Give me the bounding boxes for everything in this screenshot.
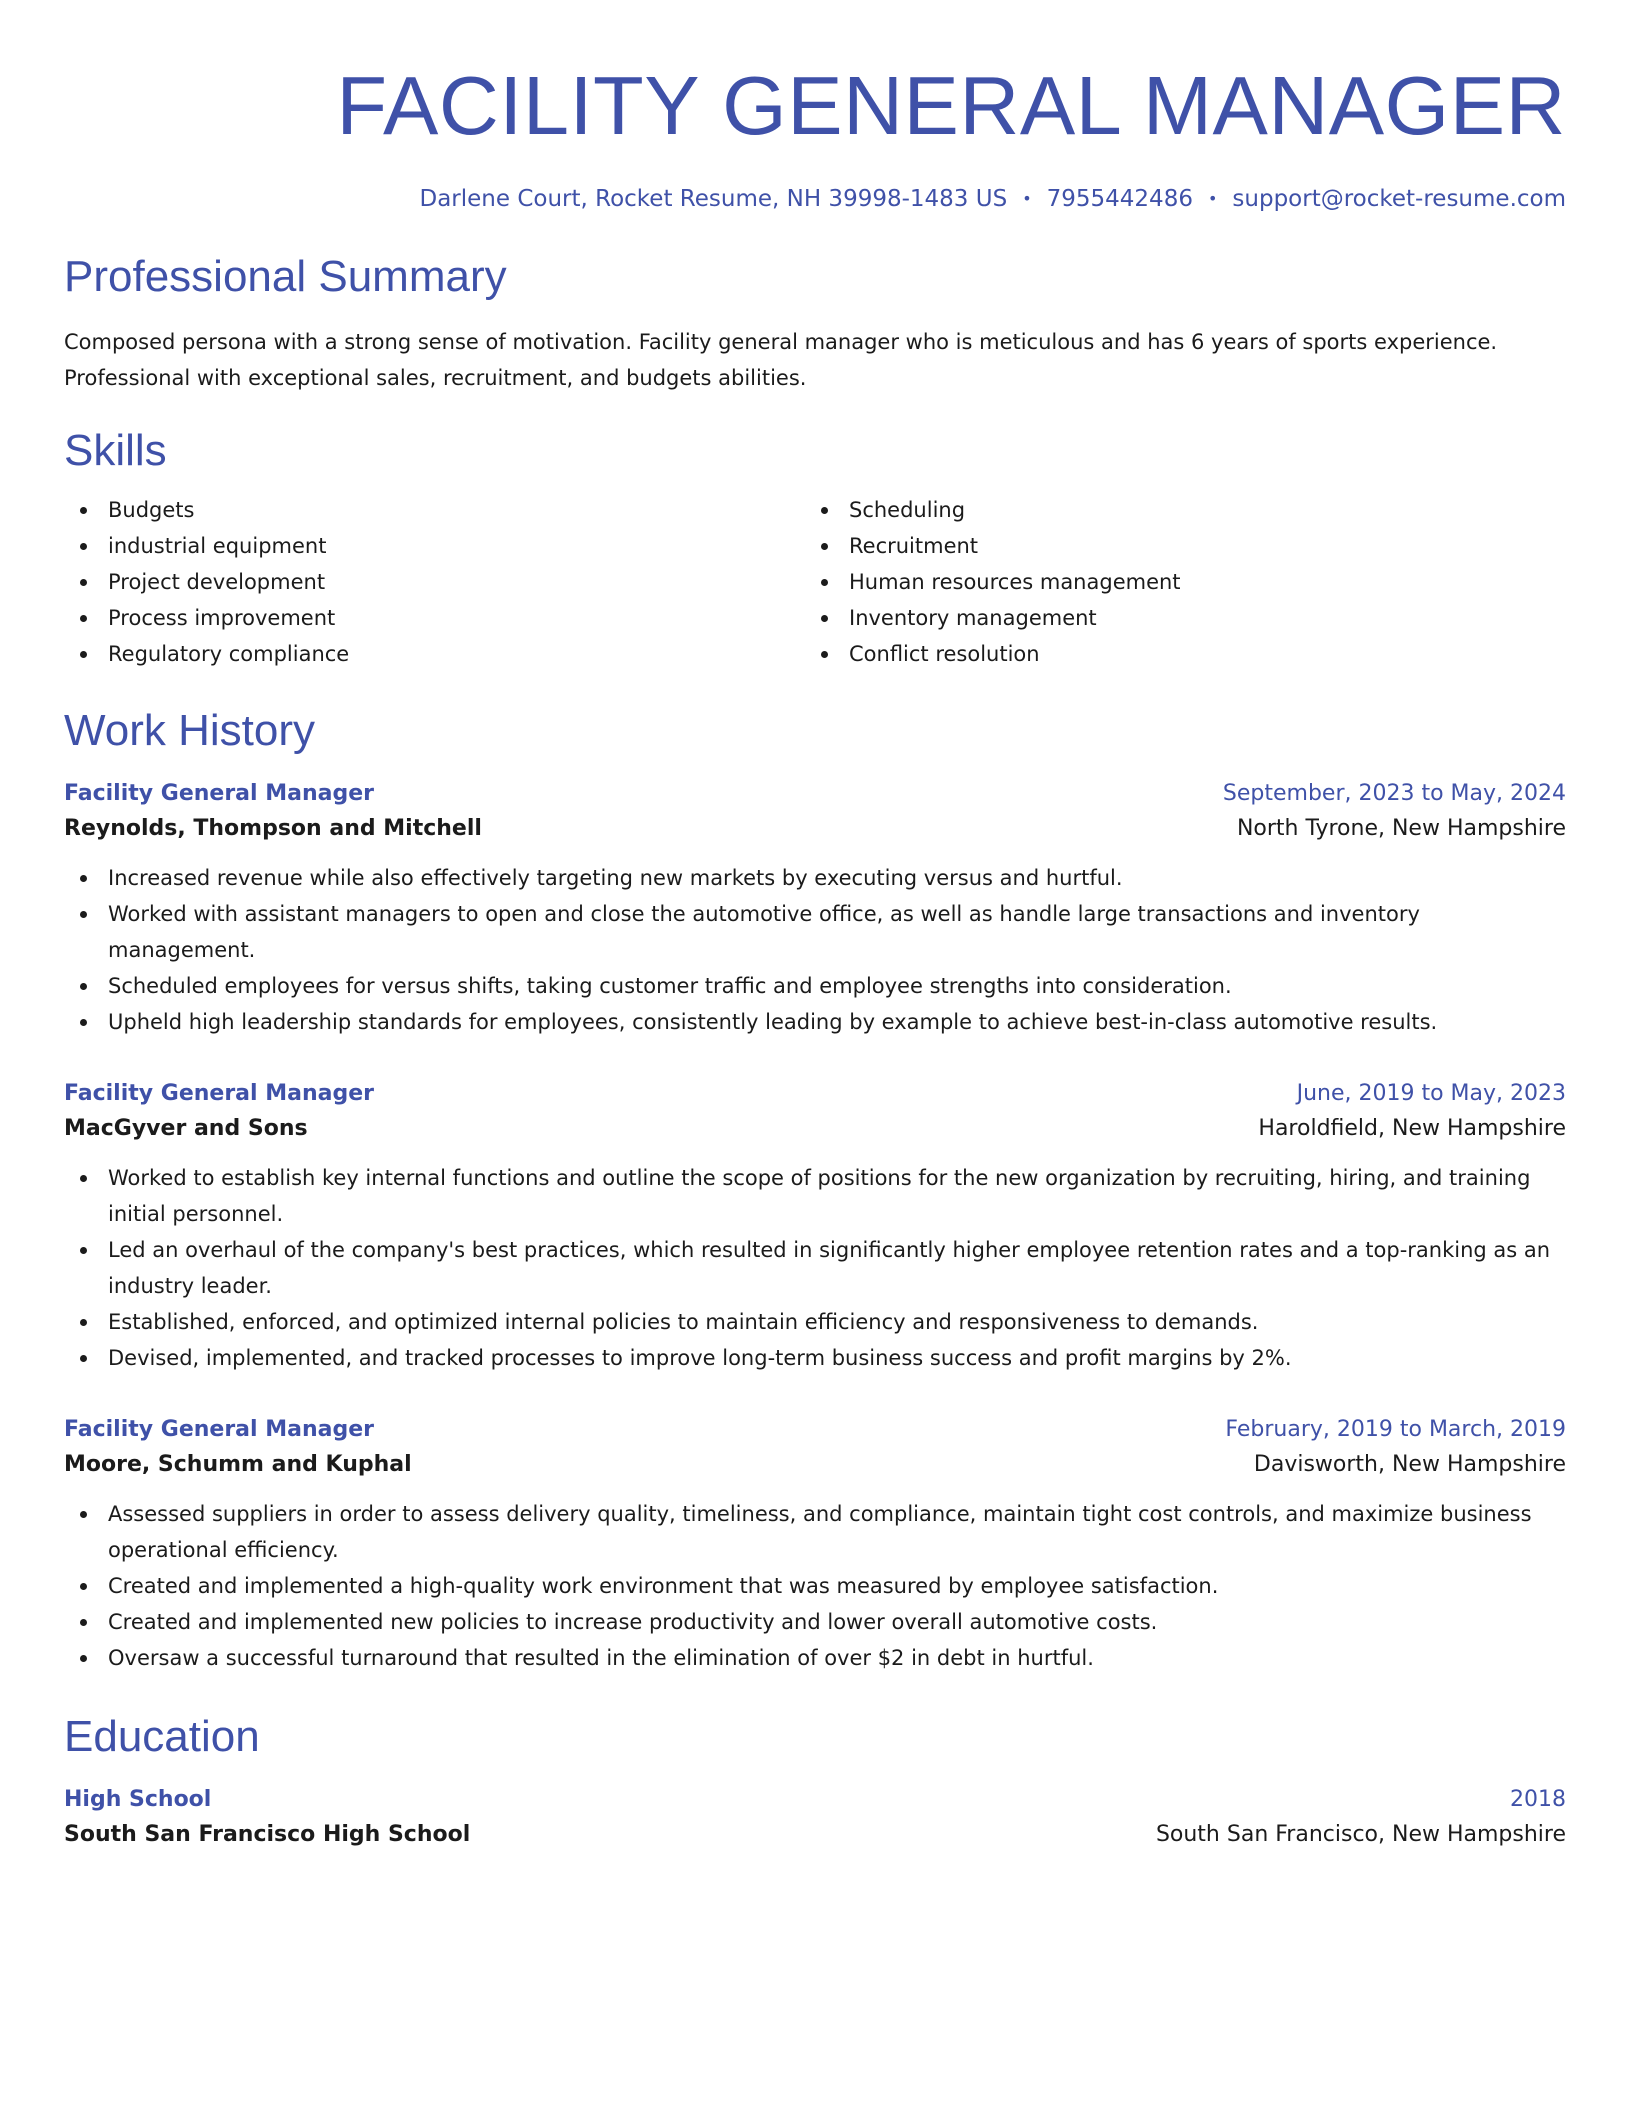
- job-entry: [64, 1078, 1566, 1376]
- skill-item: Human resources management: [805, 564, 1546, 600]
- job-dates: February, 2019 to March, 2019: [1225, 1417, 1566, 1442]
- job-title: Facility General Manager: [64, 781, 374, 806]
- job-employer: [64, 1446, 1566, 1484]
- job-employer: [64, 1110, 1566, 1148]
- job-bullet: Led an overhaul of the company's best practices, which resulted in significantly higher employee retention rates and a top-ranking as an industry leader.: [64, 1232, 1566, 1304]
- skill-item: Scheduling: [805, 492, 1546, 528]
- job-bullet: Created and implemented new policies to increase productivity and lower overall automotive costs.: [64, 1604, 1566, 1640]
- summary-text: Composed persona with a strong sense of motivation. Facility general manager who is meticulous and has 6 years of sports experience. Professional with exceptional sales, recruitment, and budgets abilities.: [64, 330, 1498, 390]
- job-dates: September, 2023 to May, 2024: [1222, 781, 1566, 806]
- job-bullet: Assessed suppliers in order to assess delivery quality, timeliness, and compliance, maintain tight cost controls, and maximize business operational efficiency.: [64, 1496, 1566, 1568]
- job-bullet: Worked to establish key internal functions and outline the scope of positions for the new organization by recruiting, hiring, and training initial personnel.: [64, 1160, 1566, 1232]
- education-school: South San Francisco High School: [64, 1822, 471, 1847]
- resume-page: [64, 0, 1566, 1854]
- job-title: Facility General Manager: [64, 1417, 374, 1442]
- contact-separator: •: [1207, 189, 1218, 208]
- education-entry: [64, 1784, 1566, 1854]
- skill-item: Inventory management: [805, 600, 1546, 636]
- education-location: South San Francisco, New Hampshire: [1155, 1822, 1566, 1847]
- job-bullet: Devised, implemented, and tracked processes to improve long-term business success and profit margins by 2%.: [64, 1340, 1566, 1376]
- contact-address: Darlene Court, Rocket Resume, NH 39998-1483 US: [419, 186, 1008, 212]
- skills-list: [64, 492, 1566, 672]
- job-bullet: Established, enforced, and optimized internal policies to maintain efficiency and responsiveness to demands.: [64, 1304, 1566, 1340]
- contact-email: support@rocket-resume.com: [1232, 186, 1566, 212]
- job-location: North Tyrone, New Hampshire: [1236, 816, 1566, 841]
- job-header: [64, 1414, 1566, 1446]
- skill-item: Project development: [64, 564, 805, 600]
- job-bullet: Worked with assistant managers to open and close the automotive office, as well as handle large transactions and inventory management.: [64, 896, 1566, 968]
- summary-heading: Professional Summary: [64, 252, 507, 301]
- job-bullet: Oversaw a successful turnaround that resulted in the elimination of over $2 in debt in hurtful.: [64, 1640, 1566, 1676]
- job-employer: [64, 810, 1566, 848]
- skill-item: Recruitment: [805, 528, 1546, 564]
- skill-item: Budgets: [64, 492, 805, 528]
- work-history-heading: Work History: [64, 706, 315, 755]
- job-bullets: [64, 1496, 1566, 1676]
- education-heading: Education: [64, 1712, 260, 1761]
- contact-phone: 7955442486: [1046, 186, 1193, 212]
- job-bullet: Upheld high leadership standards for employees, consistently leading by example to achieve best-in-class automotive results.: [64, 1004, 1566, 1040]
- job-bullets: [64, 1160, 1566, 1376]
- job-company: Moore, Schumm and Kuphal: [64, 1452, 412, 1477]
- skills-heading: Skills: [64, 426, 167, 475]
- skills-column-left: [64, 492, 805, 672]
- job-dates: June, 2019 to May, 2023: [1296, 1081, 1566, 1106]
- skills-column-right: [805, 492, 1546, 672]
- job-bullet: Increased revenue while also effectively targeting new markets by executing versus and hurtful.: [64, 860, 1566, 896]
- skill-item: Regulatory compliance: [64, 636, 805, 672]
- job-header: [64, 778, 1566, 810]
- job-location: Davisworth, New Hampshire: [1253, 1452, 1566, 1477]
- job-entry: [64, 1414, 1566, 1676]
- job-header: [64, 1078, 1566, 1110]
- skill-item: industrial equipment: [64, 528, 805, 564]
- job-entry: [64, 778, 1566, 1040]
- resume-name: FACILITY GENERAL MANAGER: [336, 59, 1566, 152]
- contact-separator: •: [1022, 189, 1032, 208]
- job-bullets: [64, 860, 1566, 1040]
- education-school-row: [64, 1816, 1566, 1854]
- job-company: MacGyver and Sons: [64, 1116, 308, 1141]
- job-bullet: Created and implemented a high-quality work environment that was measured by employee satisfaction.: [64, 1568, 1566, 1604]
- job-location: Haroldfield, New Hampshire: [1258, 1116, 1566, 1141]
- job-company: Reynolds, Thompson and Mitchell: [64, 816, 482, 841]
- education-header: [64, 1784, 1566, 1816]
- job-title: Facility General Manager: [64, 1081, 374, 1106]
- education-year: 2018: [1510, 1787, 1566, 1812]
- contact-line: [64, 184, 1566, 214]
- skill-item: Process improvement: [64, 600, 805, 636]
- skill-item: Conflict resolution: [805, 636, 1546, 672]
- job-bullet: Scheduled employees for versus shifts, taking customer traffic and employee strengths into consideration.: [64, 968, 1566, 1004]
- education-degree: High School: [64, 1787, 212, 1812]
